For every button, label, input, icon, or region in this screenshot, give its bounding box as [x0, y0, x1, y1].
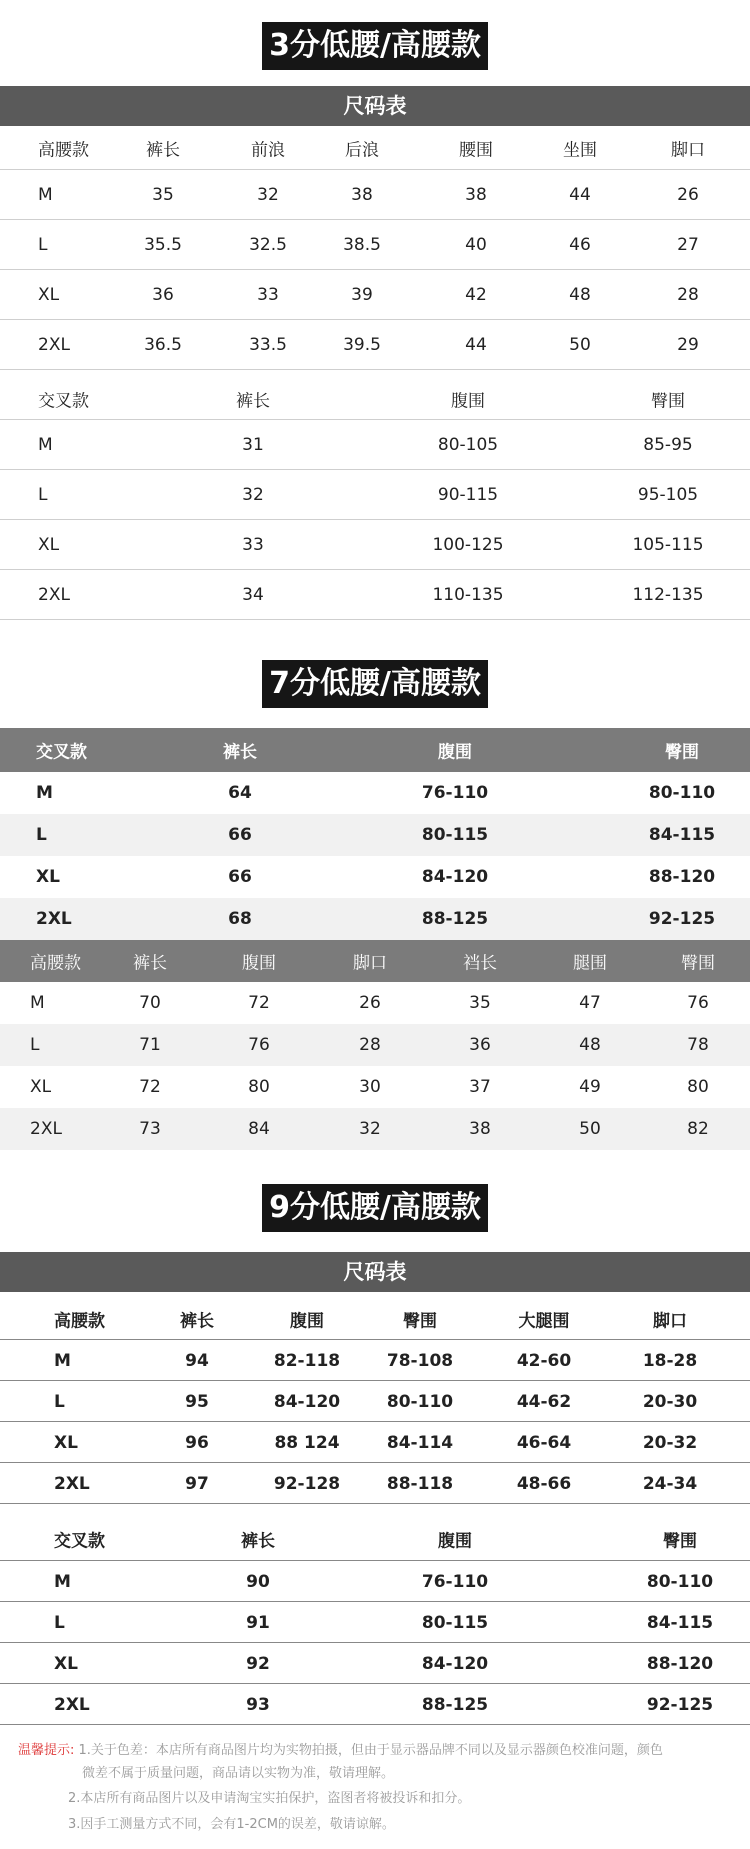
table-cell: 32 [257, 185, 279, 205]
table-row [0, 856, 750, 898]
table-cell: M [54, 1350, 71, 1371]
table-cell: 72 [139, 1077, 161, 1097]
table-cell: 66 [228, 867, 252, 887]
table-cell: M [38, 435, 53, 455]
table-cell: XL [36, 867, 60, 887]
table-cell: 84-115 [646, 1612, 714, 1633]
table-row [0, 1024, 750, 1066]
row-divider [0, 619, 750, 620]
table-row [0, 420, 750, 470]
table-cell: XL [54, 1653, 78, 1674]
table-cell: 84-114 [386, 1432, 454, 1453]
table-cell: L [36, 825, 47, 845]
table-cell: 42 [465, 285, 487, 305]
table-cell: L [30, 1035, 40, 1055]
table-cell: 92 [246, 1653, 270, 1674]
table-cell: 82-118 [273, 1350, 341, 1371]
table-cell: 80 [687, 1077, 709, 1097]
table-row [0, 898, 750, 940]
table-cell: 88-120 [646, 1653, 714, 1674]
column-header: 裤长 [180, 1311, 214, 1332]
table-cell: 33 [257, 285, 279, 305]
table-cell: 97 [185, 1473, 209, 1494]
column-header: 裤长 [223, 742, 257, 763]
column-header: 臀围 [403, 1311, 437, 1332]
table-row [0, 320, 750, 370]
column-header: 裤长 [241, 1531, 275, 1552]
column-header: 交叉款 [54, 1531, 105, 1552]
column-header: 腹围 [438, 1531, 472, 1552]
table-cell: 76-110 [421, 1571, 489, 1592]
table-cell: 37 [469, 1077, 491, 1097]
table-row [0, 982, 750, 1024]
table-cell: 84 [248, 1119, 270, 1139]
column-header: 裤长 [133, 953, 167, 974]
table-row [0, 1066, 750, 1108]
column-header: 脚口 [353, 953, 387, 974]
notes-label: 温馨提示: [18, 1743, 75, 1758]
note-line-1b: 微差不属于质量问题，商品请以实物为准，敬请理解。 [82, 1766, 395, 1781]
table-cell: L [54, 1391, 65, 1412]
table-cell: 24-34 [642, 1473, 698, 1494]
table-row [0, 1643, 750, 1684]
table-cell: 90 [246, 1571, 270, 1592]
table-cell: 38 [465, 185, 487, 205]
table-cell: 90-115 [437, 485, 499, 505]
table-cell: 80-110 [648, 783, 716, 803]
column-header: 臀围 [681, 953, 715, 974]
table-cell: M [30, 993, 45, 1013]
table-cell: XL [38, 535, 60, 555]
table-row [0, 1602, 750, 1643]
table-cell: 2XL [38, 585, 70, 605]
table-cell: 2XL [36, 909, 72, 929]
table-cell: 85-95 [643, 435, 693, 455]
table-cell: 32 [242, 485, 264, 505]
table-cell: 70 [139, 993, 161, 1013]
column-header: 臀围 [663, 1531, 697, 1552]
table-header [0, 728, 750, 772]
table-cell: 88 124 [274, 1432, 340, 1453]
table-cell: 80-115 [421, 1612, 489, 1633]
column-header: 腹围 [242, 953, 276, 974]
table-cell: 80-110 [386, 1391, 454, 1412]
section-title-3fen: 3分低腰/高腰款 [262, 22, 488, 70]
column-header: 裤长 [146, 140, 180, 161]
table-cell: 95-105 [637, 485, 699, 505]
note-line-1: 1.关于色差：本店所有商品图片均为实物拍摄，但由于显示器品牌不同以及显示器颜色校准问题，颜色 [78, 1743, 663, 1758]
table-cell: 66 [228, 825, 252, 845]
column-header: 裤长 [236, 391, 270, 412]
table-cell: 84-120 [421, 867, 489, 887]
table-cell: 91 [246, 1612, 270, 1633]
size-chart-bar: 尺码表 [0, 86, 750, 126]
table-cell: 38.5 [343, 235, 381, 255]
table-row [0, 1684, 750, 1725]
table-cell: 80-115 [421, 825, 489, 845]
table-cell: 39.5 [343, 335, 381, 355]
table-cell: 44-62 [516, 1391, 572, 1412]
table-cell: 50 [579, 1119, 601, 1139]
table-cell: 39 [351, 285, 373, 305]
table-cell: 28 [677, 285, 699, 305]
column-header: 腹围 [451, 391, 485, 412]
table-cell: 68 [228, 909, 252, 929]
column-header: 交叉款 [36, 742, 87, 763]
column-header: 腹围 [438, 742, 472, 763]
table-cell: 2XL [54, 1473, 90, 1494]
table-cell: XL [54, 1432, 78, 1453]
table-cell: 29 [677, 335, 699, 355]
section-title-9fen: 9分低腰/高腰款 [262, 1184, 488, 1232]
table-cell: 30 [359, 1077, 381, 1097]
table-cell: 100-125 [432, 535, 504, 555]
table-row [0, 814, 750, 856]
row-divider [0, 369, 750, 370]
column-header: 大腿围 [518, 1311, 570, 1332]
column-header: 脚口 [653, 1311, 687, 1332]
table-cell: 28 [359, 1035, 381, 1055]
table-row [0, 220, 750, 270]
column-header: 坐围 [563, 140, 597, 161]
table-cell: 88-118 [386, 1473, 454, 1494]
column-header: 后浪 [345, 140, 379, 161]
column-header: 裆长 [463, 953, 497, 974]
table-cell: 26 [359, 993, 381, 1013]
section-title-7fen: 7分低腰/高腰款 [262, 660, 488, 708]
table-cell: 2XL [54, 1694, 90, 1715]
column-header: 前浪 [251, 140, 285, 161]
column-header: 腰围 [459, 140, 493, 161]
table-row [0, 1108, 750, 1150]
table-cell: 49 [579, 1077, 601, 1097]
table-cell: 26 [677, 185, 699, 205]
note-line-2: 2.本店所有商品图片以及申请淘宝实拍保护，盗图者将被投诉和扣分。 [68, 1791, 471, 1806]
table-cell: 92-125 [648, 909, 716, 929]
table-cell: 80-110 [646, 1571, 714, 1592]
table-cell: 44 [569, 185, 591, 205]
table-cell: 33 [242, 535, 264, 555]
row-divider [0, 1724, 750, 1725]
table-cell: 92-128 [273, 1473, 341, 1494]
table-row [0, 1340, 750, 1381]
table-cell: 48 [569, 285, 591, 305]
table-cell: 84-120 [273, 1391, 341, 1412]
table-cell: XL [30, 1077, 52, 1097]
table-cell: 64 [228, 783, 252, 803]
table-cell: 36.5 [144, 335, 182, 355]
column-header: 脚口 [671, 140, 705, 161]
table-header [0, 378, 750, 420]
table-cell: 72 [248, 993, 270, 1013]
notes [18, 1740, 738, 1838]
table-cell: M [54, 1571, 71, 1592]
table-header [0, 126, 750, 170]
column-header: 高腰款 [54, 1311, 105, 1332]
column-header: 高腰款 [30, 953, 81, 974]
table-row [0, 1561, 750, 1602]
table-cell: 2XL [38, 335, 70, 355]
table-cell: 20-32 [642, 1432, 698, 1453]
table-cell: 94 [185, 1350, 209, 1371]
table-cell: 76 [687, 993, 709, 1013]
table-cell: 35 [469, 993, 491, 1013]
table-cell: 20-30 [642, 1391, 698, 1412]
table-cell: L [38, 235, 48, 255]
table-cell: 96 [185, 1432, 209, 1453]
table-cell: 93 [246, 1694, 270, 1715]
table-cell: 92-125 [646, 1694, 714, 1715]
table-cell: 32 [359, 1119, 381, 1139]
table-cell: 40 [465, 235, 487, 255]
table-cell: 38 [469, 1119, 491, 1139]
table-row [0, 570, 750, 620]
column-header: 臀围 [651, 391, 685, 412]
table-cell: 47 [579, 993, 601, 1013]
table-cell: 18-28 [642, 1350, 698, 1371]
table-cell: L [38, 485, 48, 505]
table-cell: 80 [248, 1077, 270, 1097]
table-header [0, 1517, 750, 1561]
table-cell: 71 [139, 1035, 161, 1055]
table-cell: 82 [687, 1119, 709, 1139]
table-cell: 46 [569, 235, 591, 255]
table-cell: 35.5 [144, 235, 182, 255]
table-cell: 88-125 [421, 1694, 489, 1715]
table-cell: 36 [152, 285, 174, 305]
table-cell: 35 [152, 185, 174, 205]
table-row [0, 1463, 750, 1504]
table-cell: 76 [248, 1035, 270, 1055]
table-cell: 95 [185, 1391, 209, 1412]
table-cell: 76-110 [421, 783, 489, 803]
table-row [0, 170, 750, 220]
table-cell: 80-105 [437, 435, 499, 455]
table-row [0, 772, 750, 814]
table-row [0, 520, 750, 570]
table-cell: 112-135 [632, 585, 704, 605]
table-cell: 50 [569, 335, 591, 355]
table-cell: 34 [242, 585, 264, 605]
table-cell: 46-64 [516, 1432, 572, 1453]
table-cell: 36 [469, 1035, 491, 1055]
column-header: 腿围 [573, 953, 607, 974]
table-cell: 27 [677, 235, 699, 255]
table-cell: 33.5 [249, 335, 287, 355]
table-cell: 78 [687, 1035, 709, 1055]
size-chart-bar-9fen: 尺码表 [0, 1252, 750, 1292]
table-row [0, 1422, 750, 1463]
table-cell: 44 [465, 335, 487, 355]
table-cell: 88-120 [648, 867, 716, 887]
table-cell: 42-60 [516, 1350, 572, 1371]
table-cell: 31 [242, 435, 264, 455]
table-cell: 2XL [30, 1119, 62, 1139]
table-cell: M [38, 185, 53, 205]
table-cell: 84-120 [421, 1653, 489, 1674]
column-header: 交叉款 [38, 391, 89, 412]
table-cell: 78-108 [386, 1350, 454, 1371]
table-cell: L [54, 1612, 65, 1633]
column-header: 臀围 [665, 742, 699, 763]
row-divider [0, 1503, 750, 1504]
column-header: 高腰款 [38, 140, 89, 161]
note-line-3: 3.因手工测量方式不同，会有1-2CM的误差，敬请谅解。 [68, 1817, 395, 1832]
table-cell: 105-115 [632, 535, 704, 555]
table-cell: 88-125 [421, 909, 489, 929]
table-cell: M [36, 783, 53, 803]
table-cell: 73 [139, 1119, 161, 1139]
table-header [0, 1298, 750, 1340]
table-cell: 48 [579, 1035, 601, 1055]
table-header [0, 940, 750, 982]
table-cell: 84-115 [648, 825, 716, 845]
table-cell: 48-66 [516, 1473, 572, 1494]
table-cell: 32.5 [249, 235, 287, 255]
table-row [0, 1381, 750, 1422]
table-cell: 110-135 [432, 585, 504, 605]
table-cell: XL [38, 285, 60, 305]
column-header: 腹围 [290, 1311, 324, 1332]
table-cell: 38 [351, 185, 373, 205]
table-row [0, 470, 750, 520]
table-row [0, 270, 750, 320]
